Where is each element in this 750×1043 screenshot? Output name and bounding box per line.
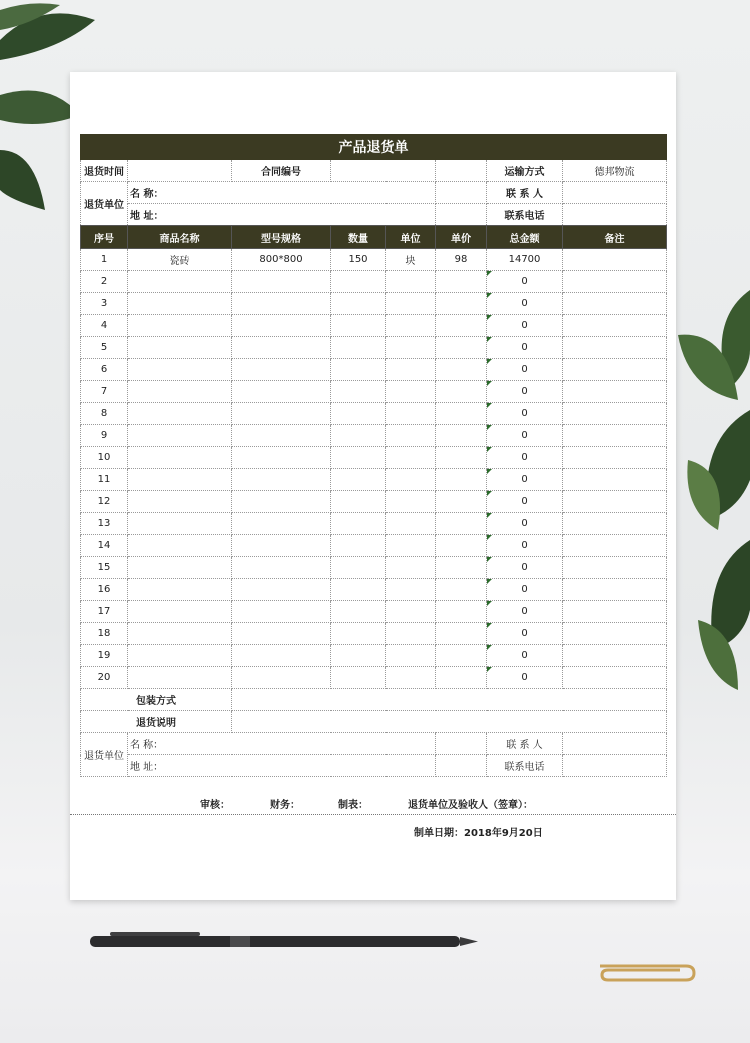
column-header-row	[81, 226, 667, 249]
table-cell[interactable]	[331, 557, 386, 579]
row-number: 2	[81, 271, 128, 293]
formula-marker-icon	[487, 315, 492, 320]
table-cell[interactable]	[232, 359, 331, 381]
shipping-label: 运输方式	[487, 160, 563, 182]
formula-marker-icon	[487, 425, 492, 430]
table-cell[interactable]	[436, 293, 487, 315]
column-header: 单价	[436, 226, 487, 249]
table-cell[interactable]	[563, 491, 667, 513]
table-cell[interactable]	[331, 293, 386, 315]
table-row	[81, 403, 667, 425]
table-cell[interactable]	[128, 645, 232, 667]
table-cell[interactable]	[386, 601, 436, 623]
table-cell[interactable]	[232, 513, 331, 535]
phone-label: 联系电话	[487, 204, 563, 226]
item-rows	[81, 249, 667, 689]
table-cell[interactable]	[386, 667, 436, 689]
table-cell[interactable]: 800*800	[232, 249, 331, 271]
table-cell[interactable]	[436, 337, 487, 359]
return-unit-label: 退货单位	[81, 182, 128, 226]
table-cell[interactable]	[436, 645, 487, 667]
table-row	[81, 293, 667, 315]
table-cell[interactable]	[436, 491, 487, 513]
table-cell[interactable]	[563, 337, 667, 359]
table-cell[interactable]	[487, 623, 563, 645]
total-amount: 0	[521, 452, 528, 463]
column-header: 序号	[81, 226, 128, 249]
table-cell[interactable]	[128, 623, 232, 645]
formula-marker-icon	[487, 557, 492, 562]
review-signature: 审核：	[200, 800, 230, 811]
total-amount: 0	[521, 408, 528, 419]
table-cell[interactable]	[232, 623, 331, 645]
table-cell[interactable]	[487, 513, 563, 535]
row-number: 9	[81, 425, 128, 447]
table-row	[81, 579, 667, 601]
table-row	[81, 667, 667, 689]
formula-marker-icon	[487, 403, 492, 408]
table-cell[interactable]	[436, 557, 487, 579]
row-number: 18	[81, 623, 128, 645]
table-cell[interactable]	[232, 579, 331, 601]
table-cell[interactable]	[331, 271, 386, 293]
table-cell[interactable]: 150	[331, 249, 386, 271]
bottom-address-label[interactable]: 地 址：	[128, 755, 436, 777]
row-number: 15	[81, 557, 128, 579]
table-cell[interactable]	[128, 271, 232, 293]
table-cell[interactable]	[436, 381, 487, 403]
table-cell[interactable]	[232, 293, 331, 315]
table-cell[interactable]	[487, 315, 563, 337]
column-header: 型号规格	[232, 226, 331, 249]
formula-marker-icon	[487, 579, 492, 584]
row-number: 6	[81, 359, 128, 381]
table-row	[81, 491, 667, 513]
table-cell[interactable]	[331, 337, 386, 359]
unit-name-label[interactable]: 名 称：	[128, 182, 436, 204]
table-cell[interactable]	[386, 469, 436, 491]
total-amount: 0	[521, 386, 528, 397]
bottom-phone-field[interactable]	[563, 755, 667, 777]
table-cell[interactable]	[331, 667, 386, 689]
packing-field[interactable]	[232, 689, 667, 711]
contract-no-field[interactable]	[331, 160, 436, 182]
bottom-unit-label: 退货单位	[81, 733, 128, 777]
table-cell[interactable]	[128, 315, 232, 337]
return-note-field[interactable]	[232, 711, 667, 733]
table-cell[interactable]	[436, 271, 487, 293]
contract-no-label: 合同编号	[232, 160, 331, 182]
formula-marker-icon	[487, 667, 492, 672]
table-cell[interactable]	[386, 271, 436, 293]
formula-marker-icon	[487, 359, 492, 364]
formula-marker-icon	[487, 491, 492, 496]
bottom-contact-field[interactable]	[563, 733, 667, 755]
table-cell[interactable]	[331, 381, 386, 403]
table-cell[interactable]: 98	[436, 249, 487, 271]
table-row	[81, 557, 667, 579]
table-cell[interactable]	[128, 557, 232, 579]
total-amount: 0	[521, 298, 528, 309]
table-cell[interactable]	[331, 359, 386, 381]
table-cell[interactable]	[331, 491, 386, 513]
table-cell[interactable]	[563, 293, 667, 315]
table-cell[interactable]	[331, 403, 386, 425]
bottom-name-label[interactable]: 名 称：	[128, 733, 436, 755]
table-row	[81, 359, 667, 381]
column-header: 数量	[331, 226, 386, 249]
table-row	[81, 381, 667, 403]
table-cell[interactable]	[436, 623, 487, 645]
table-cell[interactable]	[232, 425, 331, 447]
formula-marker-icon	[487, 293, 492, 298]
shipping-value[interactable]: 德邦物流	[563, 160, 667, 182]
table-row	[81, 337, 667, 359]
table-cell[interactable]	[563, 667, 667, 689]
table-cell[interactable]	[563, 315, 667, 337]
table-cell[interactable]	[331, 469, 386, 491]
table-cell[interactable]	[331, 513, 386, 535]
table-cell[interactable]	[232, 667, 331, 689]
table-row	[81, 601, 667, 623]
table-row	[81, 623, 667, 645]
table-cell[interactable]	[563, 469, 667, 491]
formula-marker-icon	[487, 337, 492, 342]
table-cell[interactable]	[487, 645, 563, 667]
table-cell[interactable]	[128, 293, 232, 315]
table-cell[interactable]	[436, 469, 487, 491]
table-cell[interactable]	[487, 271, 563, 293]
return-time-field[interactable]	[128, 160, 232, 182]
table-cell[interactable]	[232, 601, 331, 623]
table-cell[interactable]	[331, 645, 386, 667]
total-amount: 0	[521, 276, 528, 287]
form-title: 产品退货单	[81, 135, 667, 160]
table-cell[interactable]	[128, 425, 232, 447]
unit-address-label[interactable]: 地 址：	[128, 204, 436, 226]
table-cell[interactable]	[436, 601, 487, 623]
table-cell[interactable]	[232, 381, 331, 403]
row-number: 17	[81, 601, 128, 623]
table-cell[interactable]	[232, 469, 331, 491]
table-cell[interactable]	[128, 491, 232, 513]
table-cell[interactable]	[232, 315, 331, 337]
table-cell[interactable]	[386, 381, 436, 403]
table-cell[interactable]	[232, 557, 331, 579]
table-cell[interactable]	[487, 667, 563, 689]
total-amount: 0	[521, 364, 528, 375]
table-cell[interactable]	[331, 535, 386, 557]
phone-field[interactable]	[563, 204, 667, 226]
table-cell[interactable]	[487, 425, 563, 447]
formula-marker-icon	[487, 535, 492, 540]
table-cell[interactable]	[128, 535, 232, 557]
table-cell[interactable]	[487, 557, 563, 579]
bottom-phone-label: 联系电话	[487, 755, 563, 777]
total-amount: 0	[521, 650, 528, 661]
maker-signature: 制表：	[338, 800, 368, 811]
row-number: 11	[81, 469, 128, 491]
table-cell[interactable]	[487, 491, 563, 513]
blank-cell	[436, 160, 487, 182]
table-cell[interactable]	[128, 337, 232, 359]
table-cell[interactable]	[563, 579, 667, 601]
table-cell[interactable]	[232, 491, 331, 513]
table-cell[interactable]	[128, 667, 232, 689]
total-amount: 0	[521, 540, 528, 551]
formula-marker-icon	[487, 623, 492, 628]
row-number: 5	[81, 337, 128, 359]
formula-marker-icon	[487, 271, 492, 276]
total-amount: 0	[521, 628, 528, 639]
row-number: 4	[81, 315, 128, 337]
table-cell[interactable]	[563, 447, 667, 469]
table-cell[interactable]	[487, 403, 563, 425]
table-cell[interactable]	[436, 579, 487, 601]
table-cell[interactable]	[331, 425, 386, 447]
document-sheet	[70, 72, 676, 900]
form-date: 制单日期：2018年9月20日	[414, 828, 543, 839]
table-cell[interactable]	[386, 337, 436, 359]
table-cell[interactable]	[563, 425, 667, 447]
row-number: 1	[81, 249, 128, 271]
table-cell[interactable]	[487, 535, 563, 557]
table-cell[interactable]	[386, 293, 436, 315]
table-row	[81, 315, 667, 337]
row-number: 14	[81, 535, 128, 557]
blank-cell	[436, 204, 487, 226]
table-cell[interactable]	[487, 359, 563, 381]
table-cell[interactable]	[232, 337, 331, 359]
table-cell[interactable]	[487, 381, 563, 403]
table-cell[interactable]	[232, 271, 331, 293]
table-row	[81, 535, 667, 557]
row-number: 12	[81, 491, 128, 513]
total-amount: 0	[521, 672, 528, 683]
formula-marker-icon	[487, 469, 492, 474]
row-number: 8	[81, 403, 128, 425]
table-cell[interactable]	[436, 403, 487, 425]
table-cell[interactable]	[386, 513, 436, 535]
pen-icon	[90, 930, 480, 952]
table-cell[interactable]	[128, 403, 232, 425]
table-cell[interactable]	[232, 645, 331, 667]
table-cell[interactable]	[386, 425, 436, 447]
formula-marker-icon	[487, 601, 492, 606]
table-row	[81, 513, 667, 535]
table-cell[interactable]	[331, 447, 386, 469]
table-cell[interactable]	[487, 447, 563, 469]
dotted-divider	[70, 814, 676, 815]
table-cell[interactable]	[563, 535, 667, 557]
table-cell[interactable]	[563, 271, 667, 293]
table-cell[interactable]	[128, 579, 232, 601]
table-cell[interactable]	[436, 447, 487, 469]
table-cell[interactable]	[563, 623, 667, 645]
table-cell[interactable]	[487, 293, 563, 315]
formula-marker-icon	[487, 645, 492, 650]
table-cell[interactable]	[563, 557, 667, 579]
table-cell[interactable]	[563, 645, 667, 667]
table-cell[interactable]	[436, 315, 487, 337]
row-number: 13	[81, 513, 128, 535]
bottom-contact-label: 联 系 人	[487, 733, 563, 755]
table-cell[interactable]	[331, 623, 386, 645]
return-time-label: 退货时间	[81, 160, 128, 182]
table-cell[interactable]	[436, 667, 487, 689]
total-amount: 0	[521, 518, 528, 529]
plant-right-icon	[668, 290, 750, 710]
table-cell[interactable]	[386, 645, 436, 667]
paper-clip-icon	[594, 958, 698, 988]
table-cell[interactable]	[563, 359, 667, 381]
packing-label: 包装方式	[81, 689, 232, 711]
table-cell[interactable]	[232, 535, 331, 557]
total-amount: 0	[521, 496, 528, 507]
column-header: 单位	[386, 226, 436, 249]
blank-cell	[436, 755, 487, 777]
formula-marker-icon	[487, 381, 492, 386]
table-cell[interactable]	[128, 469, 232, 491]
table-cell[interactable]	[386, 315, 436, 337]
table-cell[interactable]	[436, 535, 487, 557]
row-number: 10	[81, 447, 128, 469]
table-cell[interactable]	[436, 359, 487, 381]
table-cell[interactable]: 瓷砖	[128, 249, 232, 271]
total-amount: 0	[521, 584, 528, 595]
table-cell[interactable]	[563, 601, 667, 623]
table-row	[81, 447, 667, 469]
column-header: 总金额	[487, 226, 563, 249]
row-number: 16	[81, 579, 128, 601]
total-amount: 0	[521, 606, 528, 617]
receiver-signature: 退货单位及验收人（签章）：	[408, 800, 533, 811]
table-cell[interactable]	[128, 359, 232, 381]
table-cell[interactable]	[128, 381, 232, 403]
table-row	[81, 469, 667, 491]
total-amount: 0	[521, 320, 528, 331]
table-cell[interactable]	[487, 579, 563, 601]
table-cell[interactable]	[563, 381, 667, 403]
table-cell[interactable]	[563, 403, 667, 425]
table-cell[interactable]	[563, 249, 667, 271]
formula-marker-icon	[487, 447, 492, 452]
column-header: 备注	[563, 226, 667, 249]
table-cell[interactable]	[331, 601, 386, 623]
blank-cell	[436, 733, 487, 755]
table-cell[interactable]	[128, 601, 232, 623]
table-cell[interactable]	[487, 337, 563, 359]
table-cell[interactable]	[232, 403, 331, 425]
table-cell[interactable]	[386, 491, 436, 513]
table-cell[interactable]	[232, 447, 331, 469]
table-cell[interactable]	[128, 447, 232, 469]
total-amount: 0	[521, 430, 528, 441]
table-cell[interactable]	[386, 535, 436, 557]
table-cell[interactable]	[386, 403, 436, 425]
table-row	[81, 249, 667, 271]
table-cell[interactable]	[386, 623, 436, 645]
contact-label: 联 系 人	[487, 182, 563, 204]
finance-signature: 财务：	[270, 800, 300, 811]
table-cell[interactable]	[331, 315, 386, 337]
table-cell[interactable]	[436, 425, 487, 447]
table-cell[interactable]	[331, 579, 386, 601]
total-amount: 0	[521, 342, 528, 353]
return-form-table	[80, 134, 667, 777]
row-number: 19	[81, 645, 128, 667]
return-note-label: 退货说明	[81, 711, 232, 733]
table-cell[interactable]	[386, 557, 436, 579]
table-cell[interactable]	[128, 513, 232, 535]
formula-marker-icon	[487, 513, 492, 518]
total-amount: 0	[521, 474, 528, 485]
total-amount: 0	[521, 562, 528, 573]
table-row	[81, 425, 667, 447]
table-cell[interactable]	[436, 513, 487, 535]
table-cell[interactable]	[386, 359, 436, 381]
table-cell[interactable]	[487, 601, 563, 623]
table-cell[interactable]: 块	[386, 249, 436, 271]
table-row	[81, 645, 667, 667]
contact-field[interactable]	[563, 182, 667, 204]
table-cell[interactable]: 14700	[487, 249, 563, 271]
table-row	[81, 271, 667, 293]
row-number: 7	[81, 381, 128, 403]
table-cell[interactable]	[563, 513, 667, 535]
row-number: 3	[81, 293, 128, 315]
table-cell[interactable]	[386, 579, 436, 601]
column-header: 商品名称	[128, 226, 232, 249]
row-number: 20	[81, 667, 128, 689]
blank-cell	[436, 182, 487, 204]
table-cell[interactable]	[386, 447, 436, 469]
table-cell[interactable]	[487, 469, 563, 491]
